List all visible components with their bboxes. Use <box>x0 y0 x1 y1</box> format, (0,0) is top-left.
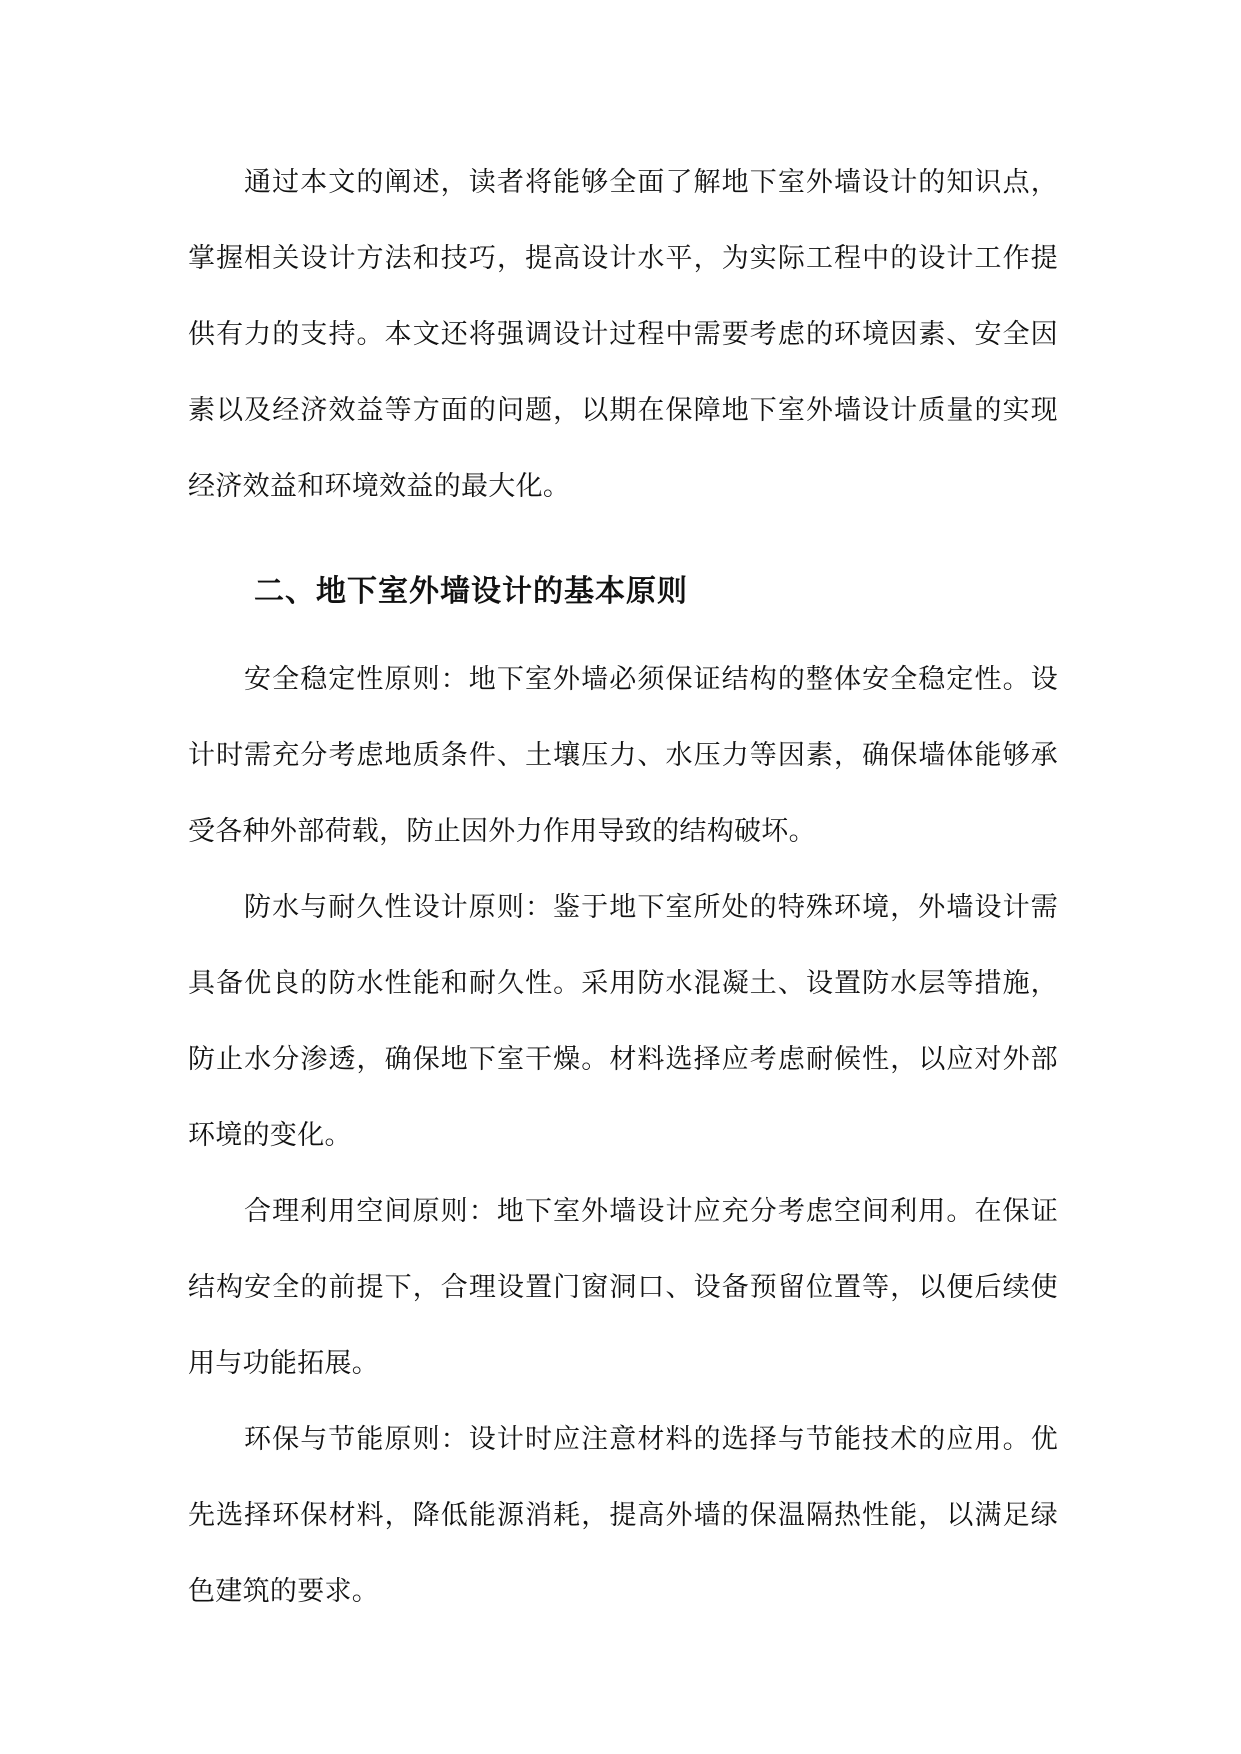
document-body <box>188 145 1058 1630</box>
principle-space-paragraph: 合理利用空间原则：地下室外墙设计应充分考虑空间利用。在保证结构安全的前提下，合理设置门窗洞口、设备预留位置等，以便后续使用与功能拓展。 <box>188 1196 1058 1379</box>
principle-safety-paragraph: 安全稳定性原则：地下室外墙必须保证结构的整体安全稳定性。设计时需充分考虑地质条件、土壤压力、水压力等因素，确保墙体能够承受各种外部荷载，防止因外力作用导致的结构破坏。 <box>188 664 1058 847</box>
section-heading: 二、地下室外墙设计的基本原则 <box>254 574 688 609</box>
principle-eco-paragraph: 环保与节能原则：设计时应注意材料的选择与节能技术的应用。优先选择环保材料，降低能源消耗，提高外墙的保温隔热性能，以满足绿色建筑的要求。 <box>188 1424 1058 1607</box>
intro-paragraph: 通过本文的阐述，读者将能够全面了解地下室外墙设计的知识点，掌握相关设计方法和技巧，提高设计水平，为实际工程中的设计工作提供有力的支持。本文还将强调设计过程中需要考虑的环境因素、安全因素以及经济效益等方面的问题，以期在保障地下室外墙设计质量的实现经济效益和环境效益的最大化。 <box>188 167 1058 502</box>
principle-waterproof-paragraph: 防水与耐久性设计原则：鉴于地下室所处的特殊环境，外墙设计需具备优良的防水性能和耐久性。采用防水混凝土、设置防水层等措施，防止水分渗透，确保地下室干燥。材料选择应考虑耐候性，以应对外部环境的变化。 <box>188 892 1058 1151</box>
